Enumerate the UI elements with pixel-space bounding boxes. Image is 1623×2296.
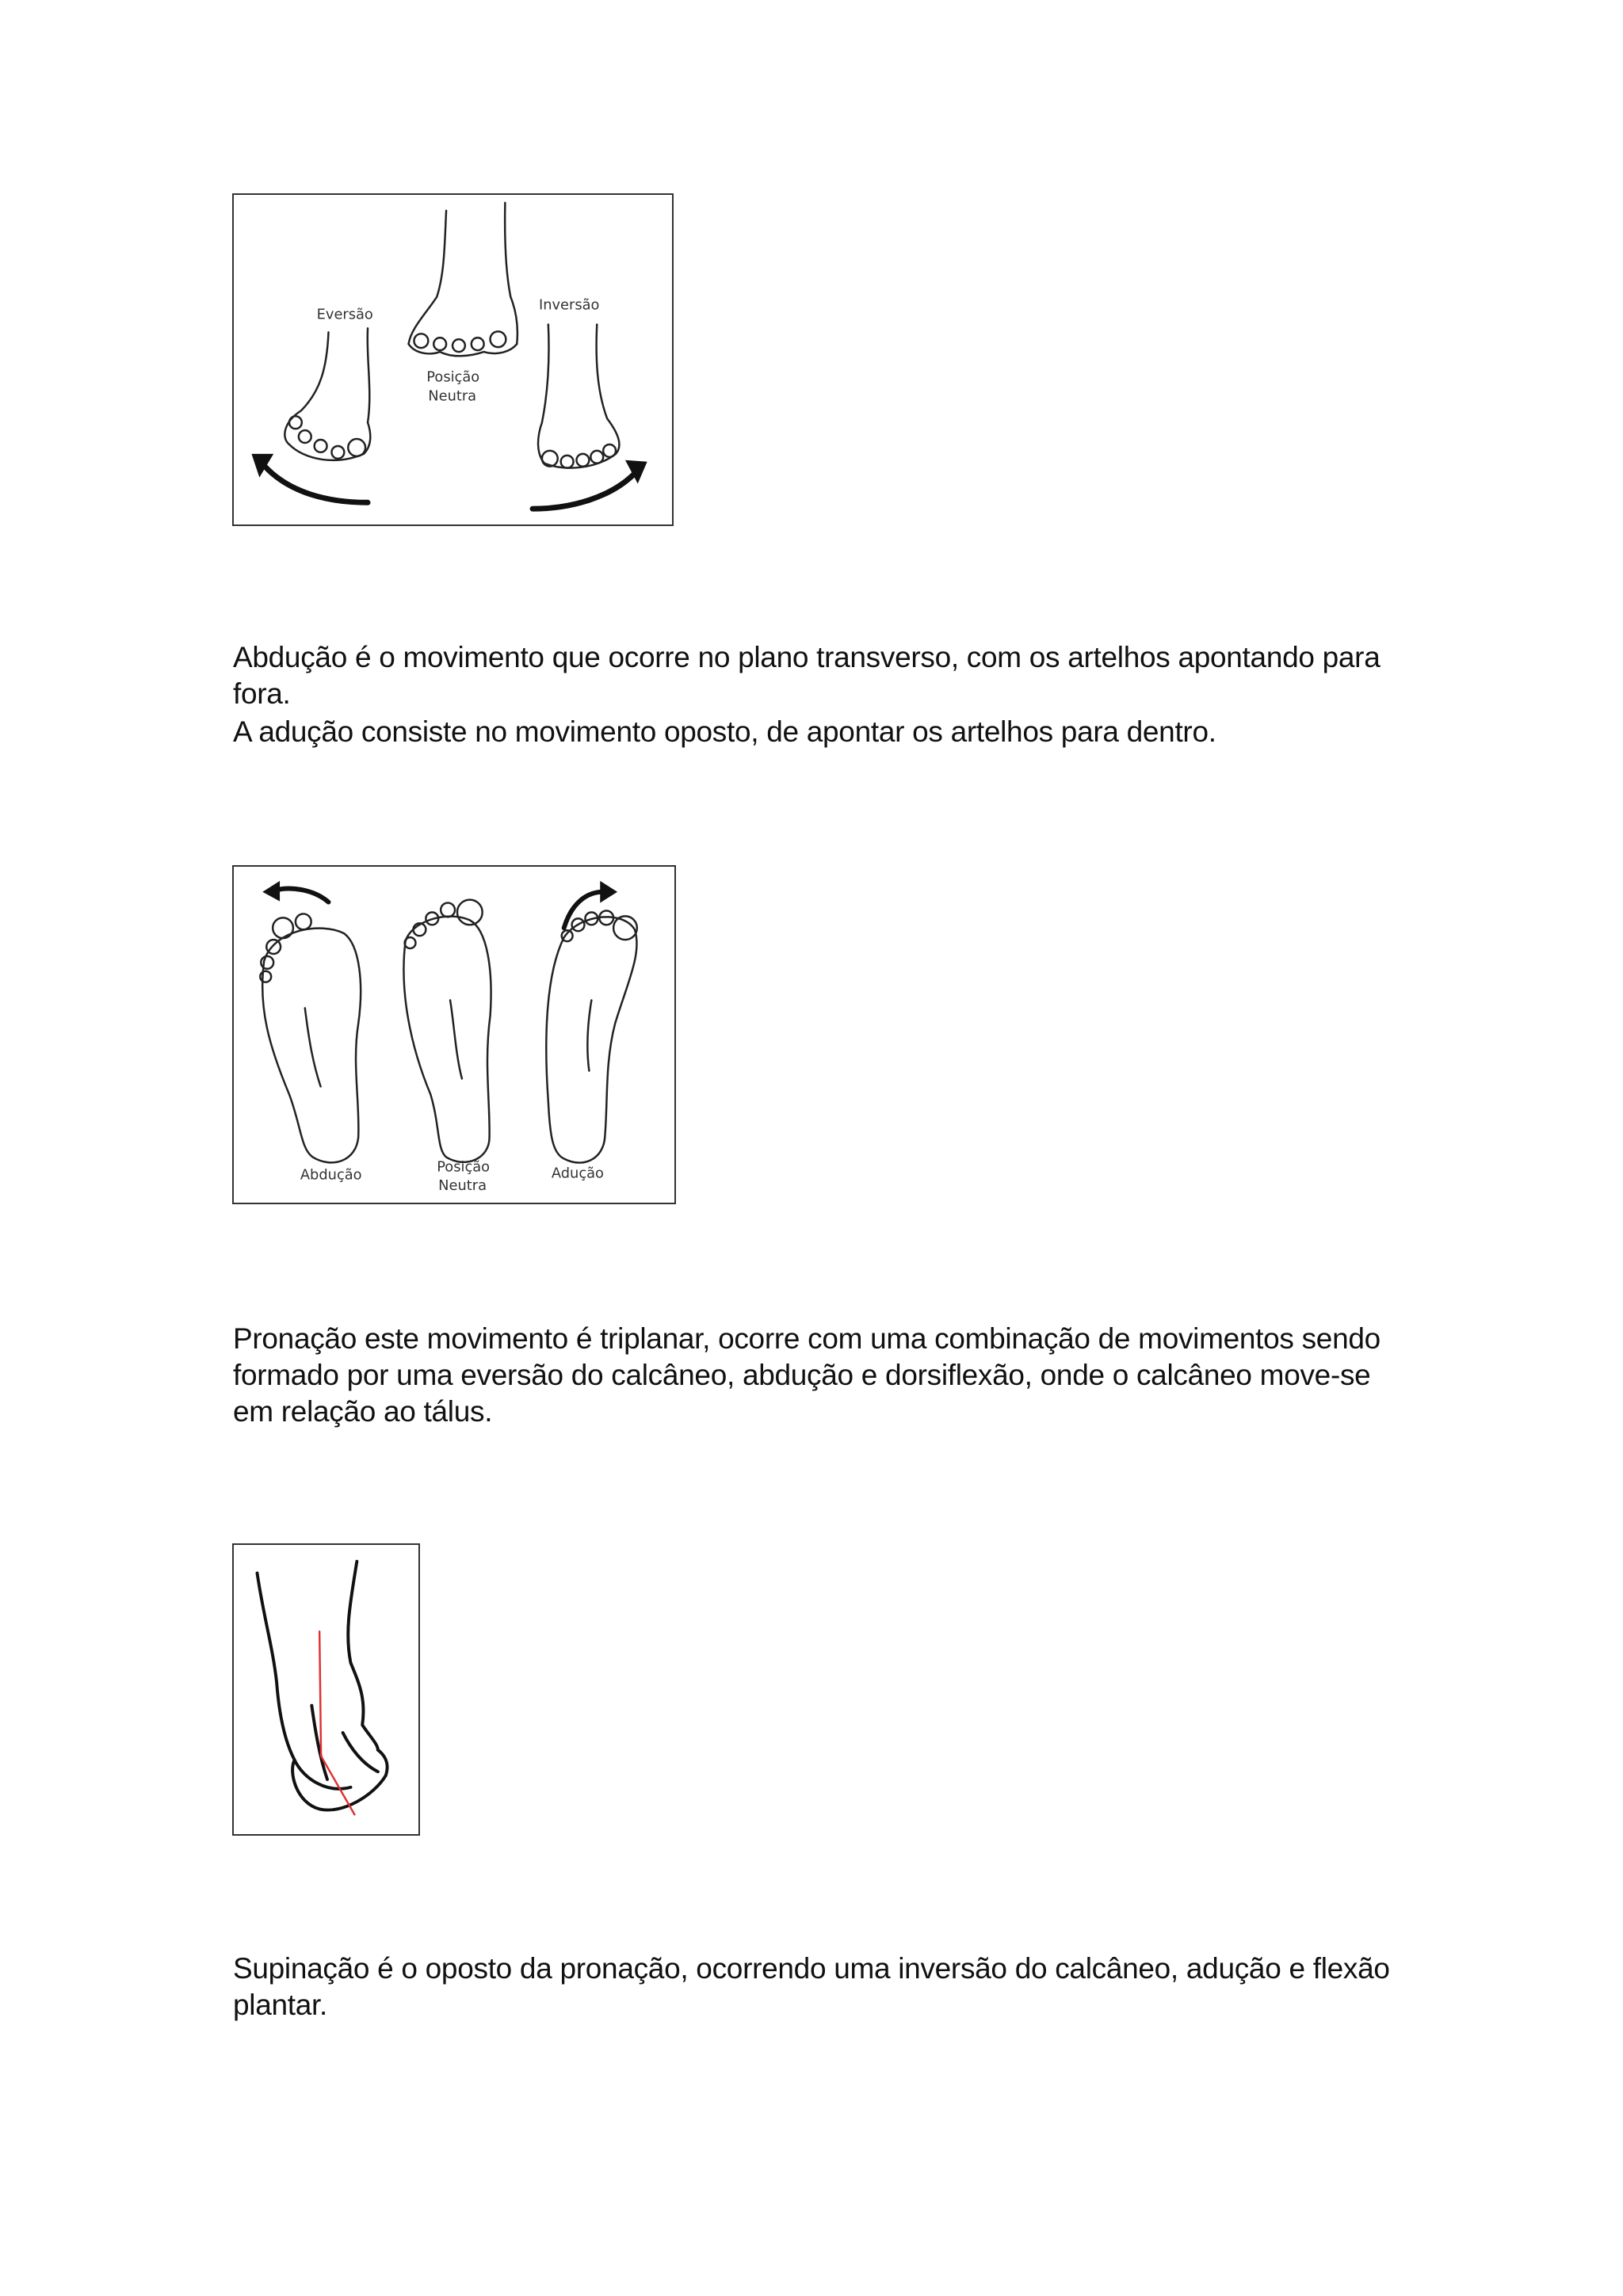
neutral-position-label-line2: Neutra	[428, 387, 477, 405]
abduction-label: Abdução	[300, 1166, 362, 1184]
abduction-adduction-illustration	[234, 867, 674, 1203]
adduction-label: Adução	[551, 1165, 604, 1182]
neutral-position-label-line1: Posição	[437, 1158, 491, 1176]
heel-pronation-figure	[232, 1543, 420, 1836]
inversion-label: Inversão	[538, 296, 600, 314]
heel-pronation-illustration	[234, 1545, 418, 1834]
neutral-position-label-line2: Neutra	[438, 1177, 487, 1195]
neutral-position-label-line1: Posição	[426, 368, 480, 386]
abduction-paragraph: Abdução é o movimento que ocorre no plano transverso, com os artelhos apontando para fora.	[233, 641, 1381, 710]
pronation-paragraph: Pronação este movimento é triplanar, ocorre com uma combinação de movimentos sendo formado por uma eversão do calcâneo, abdução e dorsiflexão, onde o calcâneo move-se em relação ao tálus.	[233, 1322, 1381, 1428]
eversion-label: Eversão	[316, 306, 373, 323]
eversion-inversion-illustration	[234, 195, 672, 524]
abduction-adduction-figure	[232, 865, 676, 1204]
adduction-paragraph: A adução consiste no movimento oposto, de apontar os artelhos para dentro.	[233, 715, 1216, 748]
supination-paragraph: Supinação é o oposto da pronação, ocorrendo uma inversão do calcâneo, adução e flexão plantar.	[233, 1952, 1390, 2021]
eversion-inversion-figure	[232, 193, 674, 526]
